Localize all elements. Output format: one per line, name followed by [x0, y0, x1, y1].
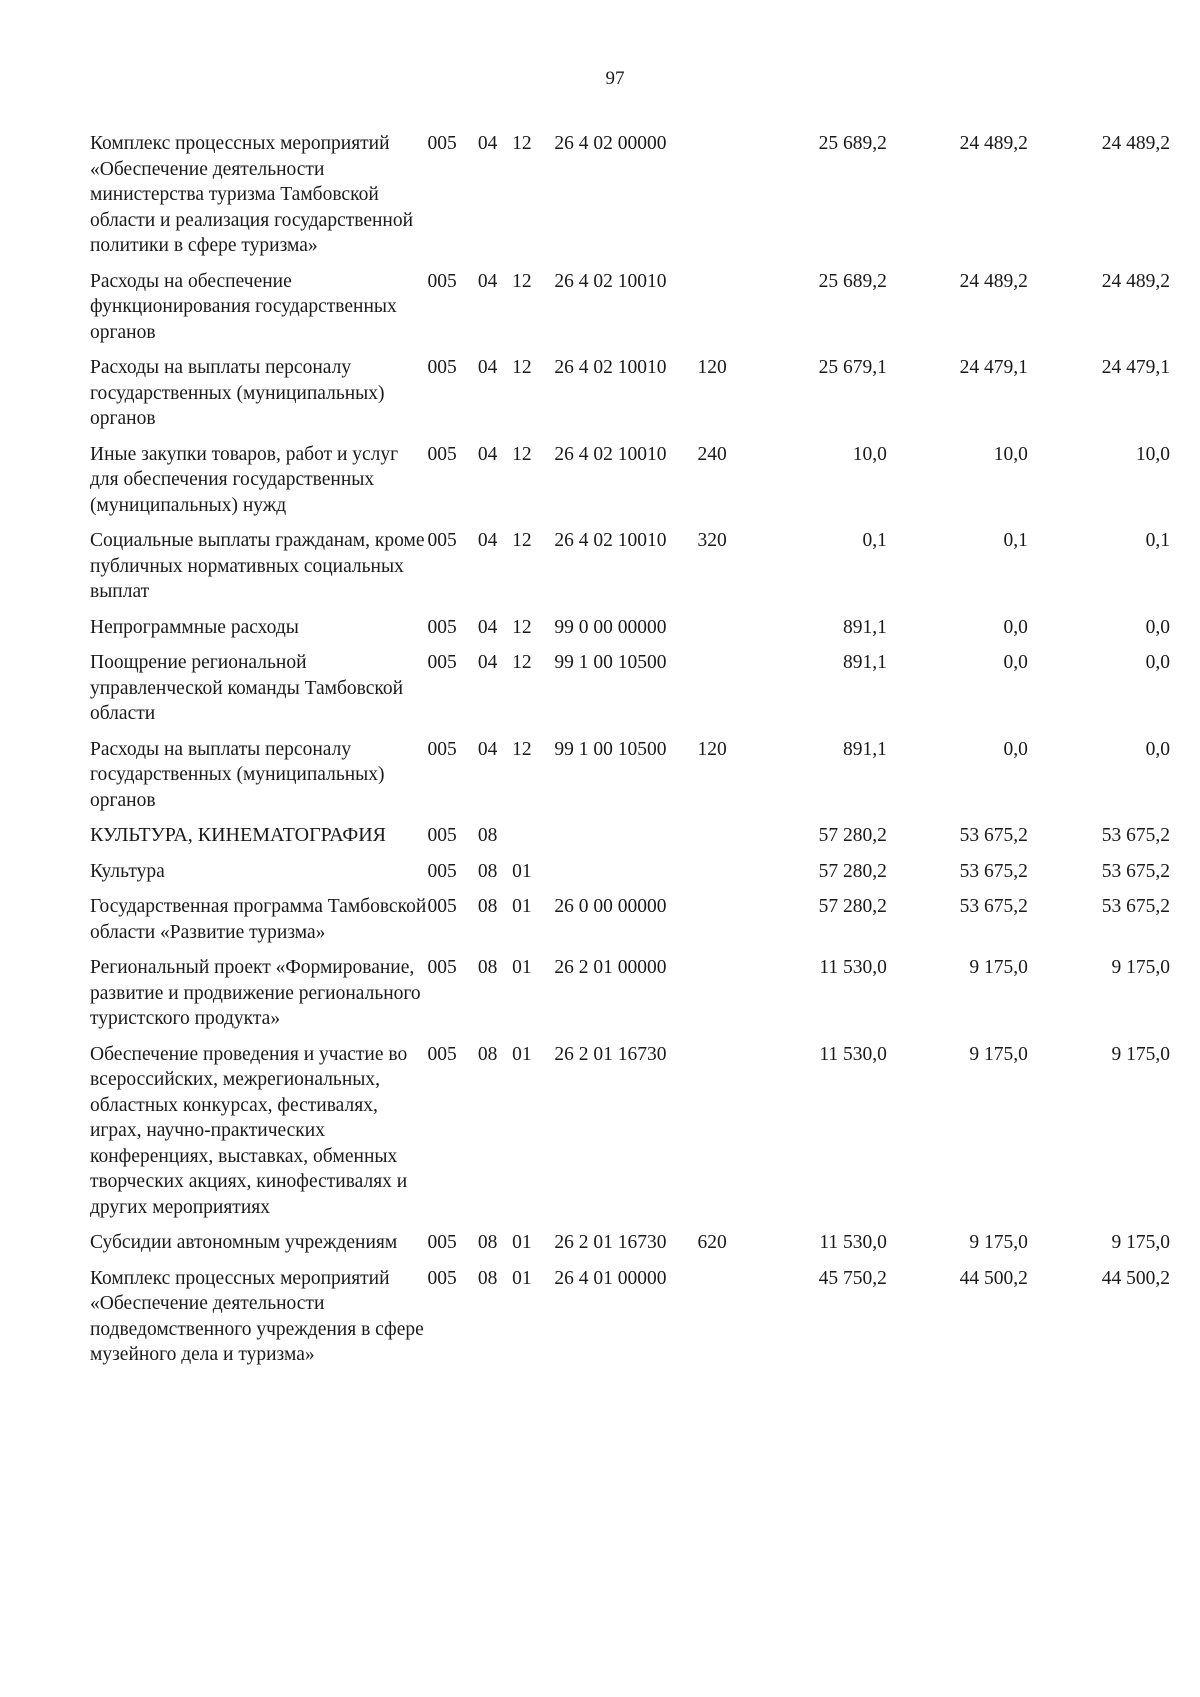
- row-section-code: 08: [477, 1043, 498, 1065]
- row-amount-year-1: 0,1: [862, 530, 887, 551]
- row-amount-year-1: 25 689,2: [818, 270, 887, 292]
- row-amount-year-2: 53 675,2: [959, 860, 1028, 882]
- row-amount-year-3: 0,0: [1145, 738, 1170, 760]
- row-section-code: 08: [477, 1267, 498, 1289]
- row-ved-code: 005: [427, 443, 457, 465]
- budget-table: [90, 125, 1170, 1372]
- table-row: [90, 1036, 1170, 1225]
- row-target-article-code: 26 4 02 10010: [554, 530, 667, 551]
- row-ved-code: 005: [427, 896, 457, 917]
- row-amount-year-1: 11 530,0: [819, 1043, 887, 1065]
- row-amount-year-3: 44 500,2: [1101, 1267, 1170, 1289]
- row-name: Субсидии автономным учреждениям: [90, 1232, 398, 1253]
- row-amount-year-2: 0,1: [1003, 530, 1028, 551]
- row-target-article-code: [554, 817, 697, 853]
- row-name: Культура: [90, 860, 165, 882]
- table-row: [90, 125, 1170, 263]
- row-expense-type-code: [697, 609, 757, 645]
- row-section-code: 04: [477, 133, 498, 154]
- row-amount-year-2: 9 175,0: [969, 957, 1028, 978]
- row-amount-year-1: 57 280,2: [818, 825, 887, 846]
- row-amount-year-1: 891,1: [842, 652, 887, 673]
- row-name: Комплекс процессных мероприятий «Обеспечение деятельности подведомственного учреждения в сфере музейного дела и туризма»: [90, 1267, 424, 1365]
- row-subsection-code: 01: [512, 1267, 532, 1289]
- row-amount-year-2: 24 489,2: [959, 270, 1028, 292]
- row-amount-year-3: 9 175,0: [1111, 957, 1170, 978]
- row-subsection-code: 12: [512, 270, 532, 292]
- row-amount-year-3: 24 489,2: [1101, 133, 1170, 154]
- table-body: [90, 125, 1170, 1372]
- row-expense-type-code: [697, 853, 757, 889]
- row-name: Обеспечение проведения и участие во всероссийских, межрегиональных, областных конкурсах, фестивалях, играх, научно-практических конференциях, выставках, обменных творческих акциях, кинофестивалях и других мероприятиях: [90, 1043, 408, 1218]
- row-section-code: 04: [477, 530, 498, 551]
- row-ved-code: 005: [427, 616, 457, 638]
- table-row: [90, 1260, 1170, 1372]
- row-amount-year-1: 11 530,0: [819, 1232, 887, 1253]
- row-section-code: 08: [477, 1232, 498, 1253]
- row-section-code: 04: [477, 270, 498, 292]
- row-expense-type-code: [697, 1260, 757, 1372]
- row-amount-year-1: 25 679,1: [818, 357, 887, 378]
- row-target-article-code: 26 0 00 00000: [554, 896, 667, 917]
- row-subsection-code: 12: [512, 443, 532, 465]
- row-expense-type-code: 240: [697, 443, 727, 465]
- row-amount-year-3: 9 175,0: [1111, 1232, 1170, 1253]
- row-amount-year-1: 45 750,2: [818, 1267, 887, 1289]
- row-expense-type-code: [697, 644, 757, 731]
- row-target-article-code: 26 2 01 16730: [554, 1043, 667, 1065]
- row-subsection-code: 01: [512, 1043, 532, 1065]
- table-row: [90, 263, 1170, 350]
- row-subsection-code: 12: [512, 530, 532, 551]
- row-amount-year-3: 0,0: [1145, 652, 1170, 673]
- row-target-article-code: 99 0 00 00000: [554, 616, 667, 638]
- row-amount-year-3: 0,0: [1145, 616, 1170, 638]
- row-name: Расходы на обеспечение функционирования государственных органов: [90, 270, 397, 343]
- row-amount-year-2: 24 489,2: [959, 133, 1028, 154]
- row-section-code: 04: [477, 357, 498, 378]
- row-amount-year-2: 0,0: [1003, 652, 1028, 673]
- row-name: Социальные выплаты гражданам, кроме публичных нормативных социальных выплат: [90, 530, 425, 602]
- row-amount-year-3: 53 675,2: [1101, 825, 1170, 846]
- table-row: [90, 888, 1170, 949]
- row-amount-year-1: 11 530,0: [819, 957, 887, 978]
- row-ved-code: 005: [427, 825, 457, 846]
- row-target-article-code: 99 1 00 10500: [554, 652, 667, 673]
- row-amount-year-3: 24 479,1: [1101, 357, 1170, 378]
- row-ved-code: 005: [427, 270, 457, 292]
- row-ved-code: 005: [427, 530, 457, 551]
- row-expense-type-code: 320: [697, 530, 727, 551]
- table-row: [90, 609, 1170, 645]
- row-section-code: 08: [477, 825, 498, 846]
- row-target-article-code: 26 4 02 10010: [554, 357, 667, 378]
- row-subsection-code: 12: [512, 738, 532, 760]
- row-name: Расходы на выплаты персоналу государственных (муниципальных) органов: [90, 738, 385, 811]
- row-section-code: 04: [477, 738, 498, 760]
- row-name: Комплекс процессных мероприятий «Обеспечение деятельности министерства туризма Тамбовской области и реализация государственной политики в сфере туризма»: [90, 133, 414, 256]
- row-amount-year-2: 0,0: [1003, 616, 1028, 638]
- row-amount-year-1: 57 280,2: [818, 860, 887, 882]
- row-subsection-code: 01: [512, 896, 532, 917]
- row-name: Региональный проект «Формирование, развитие и продвижение регионального туристского продукта»: [90, 957, 421, 1029]
- row-section-code: 04: [477, 652, 498, 673]
- row-ved-code: 005: [427, 1267, 457, 1289]
- row-section-code: 08: [477, 860, 498, 882]
- row-name: Непрограммные расходы: [90, 616, 299, 638]
- row-target-article-code: [554, 853, 697, 889]
- row-section-code: 04: [477, 443, 498, 465]
- row-section-code: 08: [477, 957, 498, 978]
- row-name: Государственная программа Тамбовской области «Развитие туризма»: [90, 896, 427, 943]
- row-subsection-code: 01: [512, 957, 532, 978]
- row-expense-type-code: [697, 949, 757, 1036]
- row-amount-year-3: 53 675,2: [1101, 860, 1170, 882]
- page-number: 97: [605, 68, 625, 89]
- row-amount-year-3: 24 489,2: [1101, 270, 1170, 292]
- table-row: [90, 436, 1170, 523]
- row-section-code: 04: [477, 616, 498, 638]
- row-expense-type-code: [697, 817, 757, 853]
- row-subsection-code: 12: [512, 357, 532, 378]
- row-ved-code: 005: [427, 133, 457, 154]
- row-amount-year-1: 57 280,2: [818, 896, 887, 917]
- row-target-article-code: 26 4 02 10010: [554, 443, 667, 465]
- row-amount-year-2: 9 175,0: [969, 1043, 1028, 1065]
- row-name: КУЛЬТУРА, КИНЕМАТОГРАФИЯ: [90, 824, 386, 846]
- row-amount-year-1: 891,1: [842, 738, 887, 760]
- table-row: [90, 817, 1170, 853]
- row-amount-year-3: 10,0: [1135, 443, 1170, 465]
- row-section-code: 08: [477, 896, 498, 917]
- row-amount-year-1: 10,0: [852, 443, 887, 465]
- row-ved-code: 005: [427, 1043, 457, 1065]
- row-expense-type-code: [697, 125, 757, 263]
- table-row: [90, 731, 1170, 818]
- table-row: [90, 349, 1170, 436]
- row-target-article-code: 26 2 01 16730: [554, 1232, 667, 1253]
- row-expense-type-code: 120: [697, 738, 727, 760]
- row-target-article-code: 26 4 01 00000: [554, 1267, 667, 1289]
- row-subsection-code: 12: [512, 616, 532, 638]
- row-name: Поощрение региональной управленческой команды Тамбовской области: [90, 652, 404, 724]
- row-subsection-code: [512, 817, 554, 853]
- row-amount-year-2: 53 675,2: [959, 896, 1028, 917]
- table-row: [90, 853, 1170, 889]
- row-expense-type-code: 120: [697, 357, 727, 378]
- row-subsection-code: 12: [512, 133, 532, 154]
- table-row: [90, 522, 1170, 609]
- row-ved-code: 005: [427, 652, 457, 673]
- row-amount-year-2: 53 675,2: [959, 825, 1028, 846]
- table-row: [90, 949, 1170, 1036]
- row-expense-type-code: [697, 1036, 757, 1225]
- row-amount-year-2: 24 479,1: [959, 357, 1028, 378]
- row-expense-type-code: [697, 888, 757, 949]
- row-amount-year-3: 0,1: [1145, 530, 1170, 551]
- row-expense-type-code: [697, 263, 757, 350]
- row-ved-code: 005: [427, 1232, 457, 1253]
- row-subsection-code: 01: [512, 860, 532, 882]
- row-ved-code: 005: [427, 860, 457, 882]
- row-target-article-code: 99 1 00 10500: [554, 738, 667, 760]
- row-amount-year-3: 9 175,0: [1111, 1043, 1170, 1065]
- row-amount-year-2: 0,0: [1003, 738, 1028, 760]
- row-amount-year-1: 891,1: [842, 616, 887, 638]
- row-subsection-code: 01: [512, 1232, 532, 1253]
- row-target-article-code: 26 4 02 10010: [554, 270, 667, 292]
- row-name: Иные закупки товаров, работ и услуг для обеспечения государственных (муниципальных) нужд: [90, 443, 399, 516]
- row-amount-year-2: 9 175,0: [969, 1232, 1028, 1253]
- row-target-article-code: 26 4 02 00000: [554, 133, 667, 154]
- row-amount-year-1: 25 689,2: [818, 133, 887, 154]
- row-ved-code: 005: [427, 357, 457, 378]
- row-target-article-code: 26 2 01 00000: [554, 957, 667, 978]
- table-row: [90, 644, 1170, 731]
- row-amount-year-2: 44 500,2: [959, 1267, 1028, 1289]
- row-expense-type-code: 620: [697, 1232, 727, 1253]
- row-ved-code: 005: [427, 957, 457, 978]
- row-subsection-code: 12: [512, 652, 532, 673]
- row-ved-code: 005: [427, 738, 457, 760]
- row-name: Расходы на выплаты персоналу государственных (муниципальных) органов: [90, 357, 385, 429]
- table-row: [90, 1224, 1170, 1260]
- row-amount-year-2: 10,0: [993, 443, 1028, 465]
- row-amount-year-3: 53 675,2: [1101, 896, 1170, 917]
